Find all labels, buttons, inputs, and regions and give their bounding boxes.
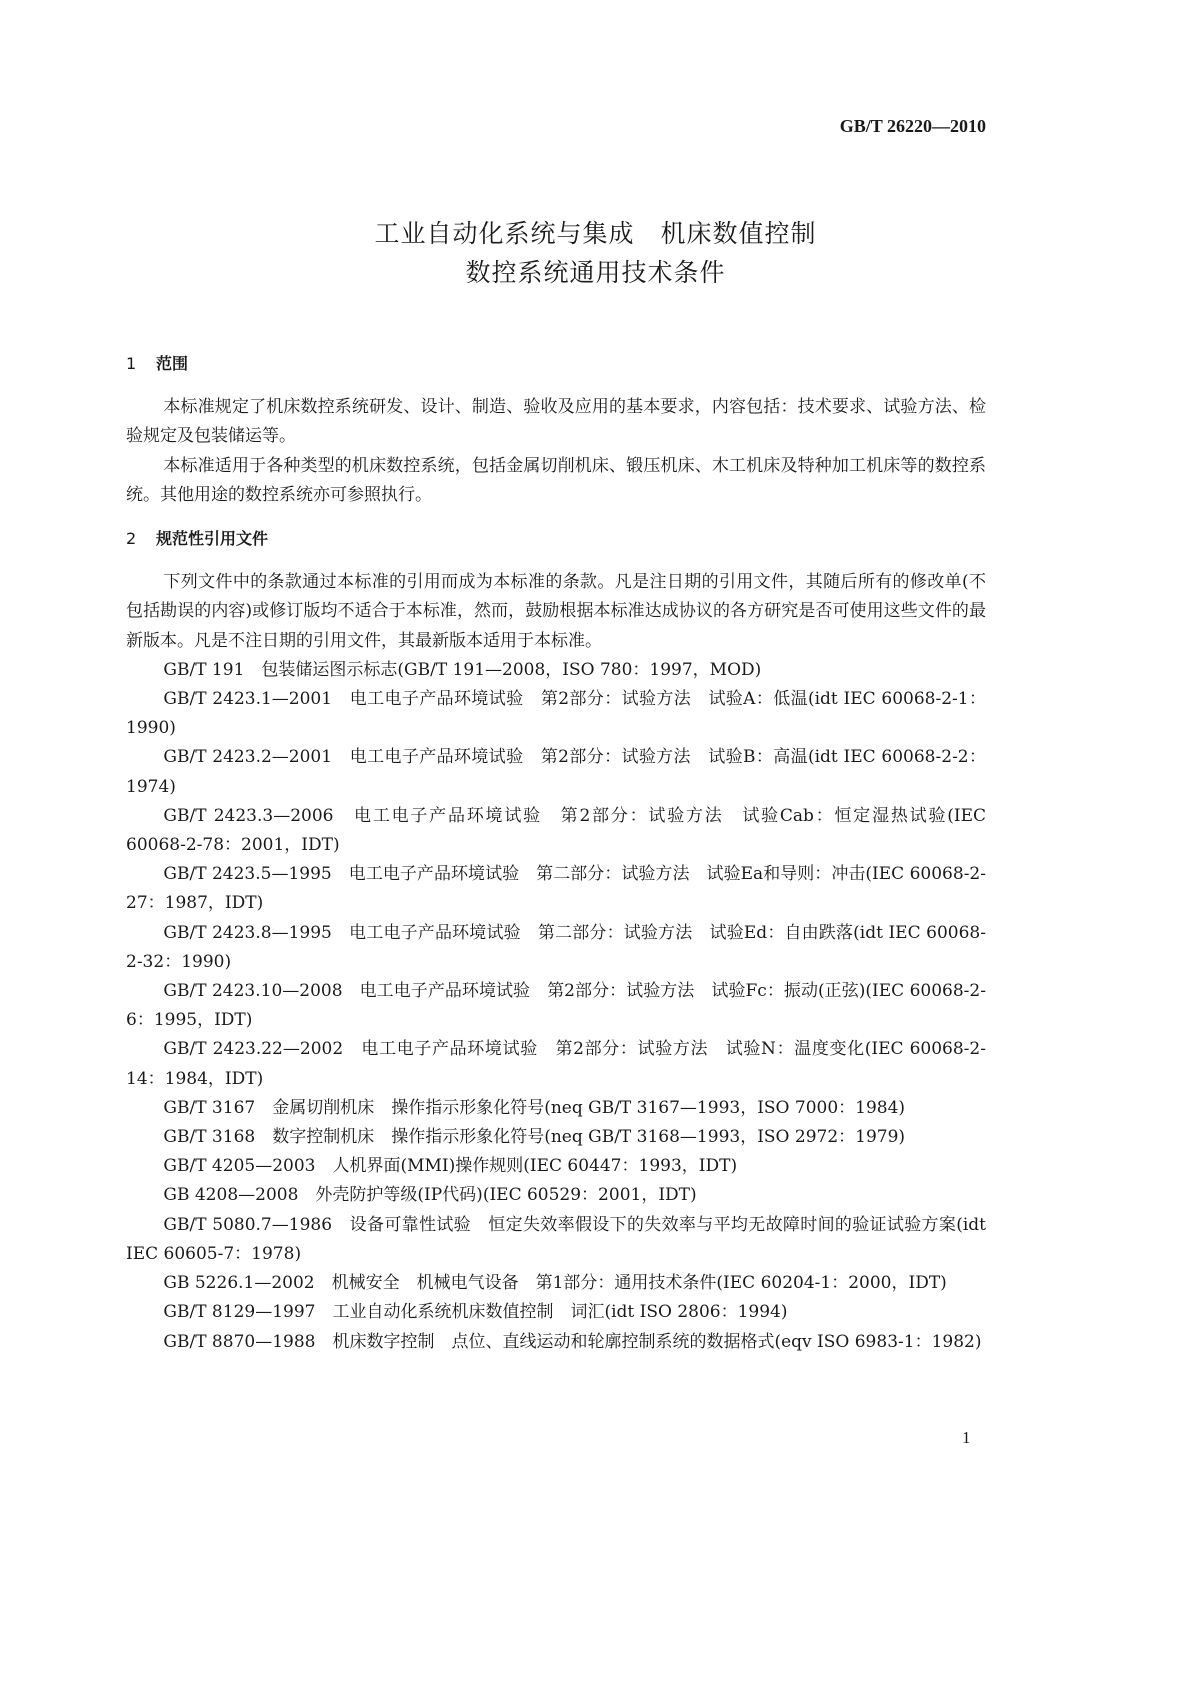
reference-item: GB/T 4205—2003 人机界面(MMI)操作规则(IEC 60447：1993，IDT) xyxy=(163,1156,738,1177)
reference-item: GB/T 2423.3—2006 电工电子产品环境试验 第2部分：试验方法 试验Cab：恒定湿热试验(IEC 60068-2-78：2001，IDT) xyxy=(126,805,986,856)
reference-item: GB/T 8870—1988 机床数字控制 点位、直线运动和轮廓控制系统的数据格式(eqv ISO 6983-1：1982) xyxy=(163,1331,982,1352)
reference-item: GB/T 3168 数字控制机床 操作指示形象化符号(neq GB/T 3168—1993，ISO 2972：1979) xyxy=(163,1127,906,1148)
document-body xyxy=(126,349,986,1357)
paragraph: 本标准规定了机床数控系统研发、设计、制造、验收及应用的基本要求，内容包括：技术要求、试验方法、检验规定及包装储运等。 xyxy=(126,397,986,447)
standard-number-header: GB/T 26220—2010 xyxy=(839,116,986,136)
section-title: 范围 xyxy=(156,354,189,373)
reference-item: GB 4208—2008 外壳防护等级(IP代码)(IEC 60529：2001，IDT) xyxy=(163,1185,697,1206)
title-line-2: 数控系统通用技术条件 xyxy=(465,258,726,287)
reference-item: GB/T 2423.2—2001 电工电子产品环境试验 第2部分：试验方法 试验B：高温(idt IEC 60068-2-2：1974) xyxy=(126,747,986,797)
reference-item: GB/T 2423.22—2002 电工电子产品环境试验 第2部分：试验方法 试验N：温度变化(IEC 60068-2-14：1984，IDT) xyxy=(126,1039,986,1089)
section-number: 2 xyxy=(126,529,137,549)
reference-item: GB/T 2423.10—2008 电工电子产品环境试验 第2部分：试验方法 试验Fc：振动(正弦)(IEC 60068-2-6：1995，IDT) xyxy=(126,981,986,1031)
paragraph: 本标准适用于各种类型的机床数控系统，包括金属切削机床、锻压机床、木工机床及特种加工机床等的数控系统。其他用途的数控系统亦可参照执行。 xyxy=(126,455,986,505)
reference-item: GB/T 2423.5—1995 电工电子产品环境试验 第二部分：试验方法 试验Ea和导则：冲击(IEC 60068-2-27：1987，IDT) xyxy=(126,864,986,914)
reference-item: GB/T 2423.1—2001 电工电子产品环境试验 第2部分：试验方法 试验A：低温(idt IEC 60068-2-1：1990) xyxy=(126,689,986,739)
section-title: 规范性引用文件 xyxy=(156,529,269,549)
reference-item: GB/T 191 包装储运图示标志(GB/T 191—2008，ISO 780：1997，MOD) xyxy=(163,659,762,680)
section-number: 1 xyxy=(126,354,137,373)
reference-item: GB/T 3167 金属切削机床 操作指示形象化符号(neq GB/T 3167—1993，ISO 7000：1984) xyxy=(163,1097,906,1118)
paragraph: 下列文件中的条款通过本标准的引用而成为本标准的条款。凡是注日期的引用文件，其随后所有的修改单(不包括勘误的内容)或修订版均不适合于本标准，然而，鼓励根据本标准达成协议的各方研究是否可使用这些文件的最新版本。凡是不注日期的引用文件，其最新版本适用于本标准。 xyxy=(126,572,986,651)
title-line-1: 工业自动化系统与集成 机床数值控制 xyxy=(374,219,817,248)
reference-item: GB/T 5080.7—1986 设备可靠性试验 恒定失效率假设下的失效率与平均无故障时间的验证试验方案(idt IEC 60605-7：1978) xyxy=(126,1214,986,1264)
reference-item: GB/T 2423.8—1995 电工电子产品环境试验 第二部分：试验方法 试验Ed：自由跌落(idt IEC 60068-2-32：1990) xyxy=(126,922,986,972)
section-heading-scope xyxy=(126,349,986,378)
document-title xyxy=(0,214,1191,292)
reference-item: GB 5226.1—2002 机械安全 机械电气设备 第1部分：通用技术条件(IEC 60204-1：2000，IDT) xyxy=(163,1273,947,1294)
page-number: 1 xyxy=(962,1428,971,1447)
section-heading-normative-references xyxy=(126,524,986,553)
reference-item: GB/T 8129—1997 工业自动化系统机床数值控制 词汇(idt ISO 2806：1994) xyxy=(163,1302,788,1323)
